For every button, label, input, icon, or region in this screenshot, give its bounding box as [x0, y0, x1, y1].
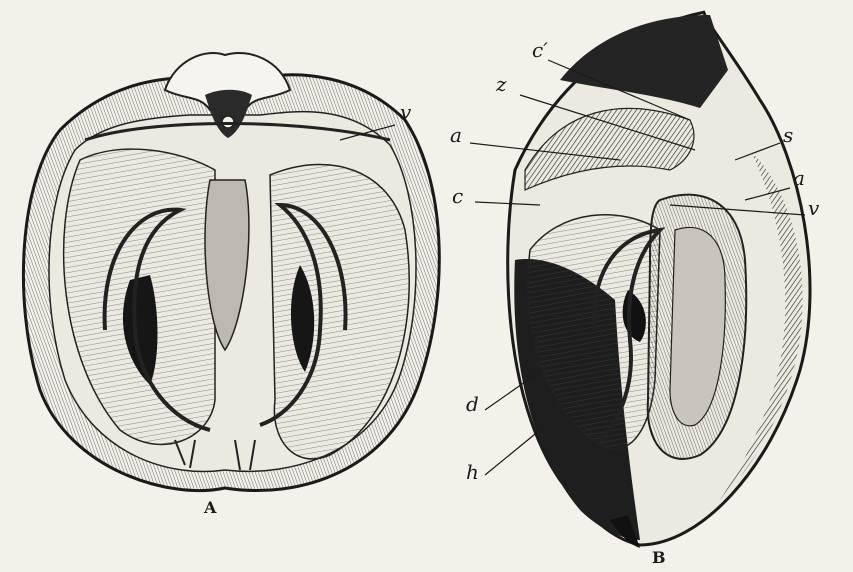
caption-a: A — [204, 498, 217, 517]
label-c-prime: c′ — [532, 38, 548, 62]
label-a-left: a — [450, 123, 462, 147]
label-a-right: a — [793, 166, 805, 190]
figure-b — [470, 12, 810, 548]
label-d: d — [466, 392, 479, 416]
label-v-b: v — [808, 196, 820, 220]
hinge-eye — [222, 116, 234, 128]
caption-b: B — [652, 548, 666, 567]
figure-a — [23, 53, 439, 490]
label-s: s — [783, 123, 794, 147]
leader-h — [485, 430, 540, 475]
label-z: z — [496, 72, 507, 96]
label-v-a: v — [400, 100, 412, 124]
label-h: h — [466, 460, 479, 484]
label-c: c — [452, 184, 464, 208]
